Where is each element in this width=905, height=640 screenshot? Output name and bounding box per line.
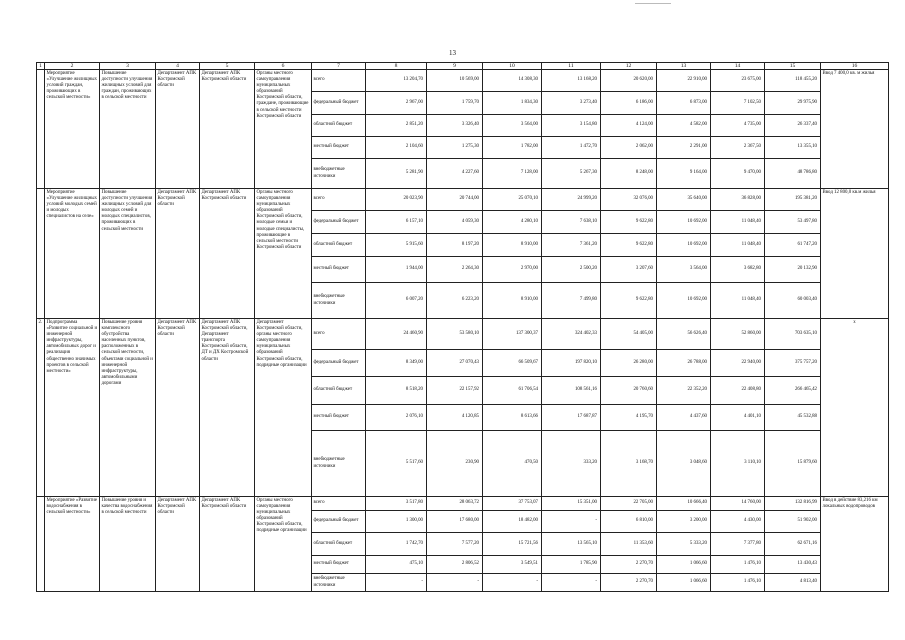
amount-cell: 18 482,00 [483,511,542,533]
column-number: 16 [821,63,889,70]
source-extrabudget: внебюджетные источники [312,431,366,497]
column-number: 7 [312,63,366,70]
amount-cell: 20 744,00 [427,189,483,211]
amount-cell: 56 626,40 [657,319,711,350]
measure-name: Подпрограмма «Развитие социальной и инженерной инфраструктуры, автомобильных дорог и реализация общественно значимых проектов в сельской местности» [45,319,100,497]
participants: Департамент Костромской области, органы местного самоуправления муниципальных образований Костромской области, подрядные организации [255,319,312,497]
amount-cell: 2 367,50 [711,137,765,159]
measure-name: Мероприятие «Улучшение жилищных условий молодых семей и молодых специалистов на селе» [45,189,100,319]
amount-cell: 10 692,00 [657,211,711,234]
source-total: всего [312,189,366,211]
co-executor: Департамент АПК Костромской области [200,189,255,319]
amount-cell: 13 565,10 [542,533,601,556]
co-executor: Департамент АПК Костромской области [200,70,255,189]
participants: Органы местного самоуправления муниципальных образований Костромской области, молодые семьи и молодые специалисты, проживающие в сельской местности Костромской области [255,189,312,319]
amount-cell: 3 207,60 [601,257,657,283]
amount-cell: 14 308,30 [483,70,542,92]
amount-cell: 6 873,00 [657,92,711,115]
amount-cell: 11 048,40 [711,283,765,319]
amount-cell: 132 816,99 [765,497,821,511]
amount-cell: 10 692,00 [657,234,711,257]
amount-cell: 8 197,20 [427,234,483,257]
amount-cell: 2 967,00 [366,92,427,115]
amount-cell: - [542,574,601,592]
amount-cell: 15 351,00 [542,497,601,511]
amount-cell: 7 361,20 [542,234,601,257]
amount-cell: 53 497,80 [765,211,821,234]
amount-cell: 5 281,90 [366,159,427,189]
amount-cell: 11 048,40 [711,234,765,257]
amount-cell: 23 675,00 [711,70,765,92]
measure-name: Мероприятие «Улучшение жилищных условий граждан, проживающих в сельской местности» [45,70,100,189]
amount-cell: 8 248,00 [601,159,657,189]
amount-cell: 4 401,10 [711,405,765,431]
amount-cell: 22 705,00 [601,497,657,511]
amount-cell: 20 620,00 [601,70,657,92]
amount-cell: 3 564,00 [483,115,542,137]
column-number: 14 [711,63,765,70]
source-regional: областной бюджет [312,533,366,556]
source-regional: областной бюджет [312,115,366,137]
amount-cell: 2 270,70 [601,556,657,574]
amount-cell: 22 910,00 [657,70,711,92]
amount-cell: 2 270,70 [601,574,657,592]
column-number: 13 [657,63,711,70]
amount-cell: 3 273,40 [542,92,601,115]
row-number [37,189,45,319]
amount-cell: - [366,574,427,592]
scan-mark [635,3,671,6]
amount-cell: 51 902,00 [765,511,821,533]
amount-cell: - [542,511,601,533]
amount-cell: 6 007,20 [366,283,427,319]
amount-cell: 25 070,10 [483,189,542,211]
amount-cell: 9 622,80 [601,234,657,257]
amount-cell: 470,50 [483,431,542,497]
amount-cell: 118 455,20 [765,70,821,92]
co-executor: Департамент АПК Костромской области [200,497,255,592]
amount-cell: 4 059,30 [427,211,483,234]
amount-cell: 62 671,16 [765,533,821,556]
amount-cell: 9 470,00 [711,159,765,189]
amount-cell: 32 076,00 [601,189,657,211]
amount-cell: 4 430,00 [711,511,765,533]
amount-cell: 3 682,80 [711,257,765,283]
responsible-executor: Департамент АПК Костромской области [156,189,200,319]
amount-cell: 10 666,40 [657,497,711,511]
responsible-executor: Департамент АПК Костромской области [156,497,200,592]
amount-cell: 2 806,52 [427,556,483,574]
expected-result: Ввод 7 400,0 кв. м жилья [821,70,889,189]
table-row [37,189,889,211]
amount-cell: 4 735,00 [711,115,765,137]
amount-cell: 3 154,80 [542,115,601,137]
table-row [37,497,889,511]
amount-cell: 7 128,00 [483,159,542,189]
funding-table [36,62,889,592]
header-row [37,63,889,70]
amount-cell: 53 580,10 [427,319,483,350]
amount-cell: 7 577,20 [427,533,483,556]
amount-cell: 4 120,85 [427,405,483,431]
row-number [37,70,45,189]
amount-cell: 9 164,00 [657,159,711,189]
amount-cell: 475,10 [366,556,427,574]
amount-cell: 27 070,43 [427,350,483,377]
amount-cell: 230,90 [427,431,483,497]
amount-cell: 2 970,00 [483,257,542,283]
amount-cell: 4 124,00 [601,115,657,137]
amount-cell: 8 349,00 [366,350,427,377]
column-number: 12 [601,63,657,70]
amount-cell: 2 500,20 [542,257,601,283]
amount-cell: 7 377,80 [711,533,765,556]
amount-cell: 3 110,10 [711,431,765,497]
amount-cell: 1 476,10 [711,574,765,592]
amount-cell: 60 003,40 [765,283,821,319]
amount-cell: 375 757,20 [765,350,821,377]
amount-cell: 26 788,00 [657,350,711,377]
amount-cell: 1 472,70 [542,137,601,159]
indicator: Повышение уровня комплексного обустройства населенных пунктов, расположенных в сельской местности, объектами социальной и инженерной инфраструктуры, автомобильными дорогами [100,319,156,497]
amount-cell: 48 786,80 [765,159,821,189]
amount-cell: 1 834,30 [483,92,542,115]
source-regional: областной бюджет [312,377,366,405]
amount-cell: 1 944,00 [366,257,427,283]
amount-cell: 22 940,00 [711,350,765,377]
amount-cell: 1 066,60 [657,556,711,574]
column-number: 5 [200,63,255,70]
amount-cell: 13 168,20 [542,70,601,92]
amount-cell: - [483,574,542,592]
amount-cell: 10 569,00 [427,70,483,92]
amount-cell: 8 518,20 [366,377,427,405]
amount-cell: 11 353,60 [601,533,657,556]
source-local: местный бюджет [312,137,366,159]
row-number: 2. [37,319,45,497]
amount-cell: 7 499,80 [542,283,601,319]
amount-cell: 1 066,60 [657,574,711,592]
amount-cell: 4 813,40 [765,574,821,592]
responsible-executor: Департамент АПК Костромской области [156,70,200,189]
amount-cell: 1 476,10 [711,556,765,574]
table-row [37,319,889,350]
amount-cell: 14 760,00 [711,497,765,511]
amount-cell: 6 186,00 [601,92,657,115]
source-extrabudget: внебюджетные источники [312,159,366,189]
amount-cell: 52 860,00 [711,319,765,350]
amount-cell: 9 622,80 [601,283,657,319]
column-number: 3 [100,63,156,70]
amount-cell: 2 291,00 [657,137,711,159]
amount-cell: 26 337,40 [765,115,821,137]
amount-cell: 5 333,20 [657,533,711,556]
column-number: 11 [542,63,601,70]
co-executor: Департамент АПК Костромской области, Департамент транспорта Костромской области, ДТ и ДХ Костромской области [200,319,255,497]
amount-cell: 5 267,30 [542,159,601,189]
amount-cell: 28 063,72 [427,497,483,511]
amount-cell: 29 975,90 [765,92,821,115]
amount-cell: 9 622,80 [601,211,657,234]
amount-cell: 13 355,10 [765,137,821,159]
amount-cell: 197 820,10 [542,350,601,377]
amount-cell: 2 264,30 [427,257,483,283]
amount-cell: 24 460,90 [366,319,427,350]
amount-cell: 8 613,66 [483,405,542,431]
amount-cell: 1 759,70 [427,92,483,115]
source-local: местный бюджет [312,556,366,574]
amount-cell: 2 062,00 [601,137,657,159]
expected-result: Ввод 12 800,0 кв.м жилья [821,189,889,319]
source-extrabudget: внебюджетные источники [312,283,366,319]
amount-cell: 1 782,00 [483,137,542,159]
column-number: 15 [765,63,821,70]
amount-cell: 54 405,00 [601,319,657,350]
amount-cell: 3 517,80 [366,497,427,511]
amount-cell: 61 706,54 [483,377,542,405]
amount-cell: 11 048,40 [711,211,765,234]
amount-cell: 266 465,42 [765,377,821,405]
amount-cell: 2 851,20 [366,115,427,137]
source-federal: федеральный бюджет [312,350,366,377]
source-extrabudget: внебюджетные источники [312,574,366,592]
table-row [37,70,889,92]
amount-cell: 5 915,60 [366,234,427,257]
amount-cell: 2 076,10 [366,405,427,431]
amount-cell: 6 810,00 [601,511,657,533]
amount-cell: 13 430,43 [765,556,821,574]
amount-cell: 4 437,60 [657,405,711,431]
source-total: всего [312,319,366,350]
amount-cell: 17 680,00 [427,511,483,533]
amount-cell: 6 223,20 [427,283,483,319]
amount-cell: 22 352,20 [657,377,711,405]
responsible-executor: Департамент АПК Костромской области [156,319,200,497]
indicator: Повышение уровня и качества водоснабжения в сельской местности [100,497,156,592]
measure-name: Мероприятие «Развитие водоснабжения в сельской местности» [45,497,100,592]
amount-cell: 7 638,10 [542,211,601,234]
amount-cell: 24 999,20 [542,189,601,211]
column-number: 4 [156,63,200,70]
amount-cell: 45 532,88 [765,405,821,431]
column-number: 10 [483,63,542,70]
amount-cell: 20 760,60 [601,377,657,405]
indicator: Повышение доступности улучшения жилищных условий для граждан, проживающих в сельской местности [100,70,156,189]
amount-cell: 22 408,80 [711,377,765,405]
amount-cell: 20 132,90 [765,257,821,283]
source-regional: областной бюджет [312,234,366,257]
amount-cell: 20 023,90 [366,189,427,211]
amount-cell: 7 102,50 [711,92,765,115]
source-federal: федеральный бюджет [312,211,366,234]
amount-cell: 17 687,87 [542,405,601,431]
amount-cell: 3 564,00 [657,257,711,283]
column-number: 2 [45,63,100,70]
amount-cell: 15 721,56 [483,533,542,556]
amount-cell: - [427,574,483,592]
amount-cell: 333,20 [542,431,601,497]
amount-cell: 3 048,60 [657,431,711,497]
amount-cell: 703 635,10 [765,319,821,350]
amount-cell: 3 549,51 [483,556,542,574]
amount-cell: 61 747,20 [765,234,821,257]
amount-cell: 5 517,60 [366,431,427,497]
source-federal: федеральный бюджет [312,511,366,533]
column-number: 1 [37,63,45,70]
row-number [37,497,45,592]
amount-cell: 3 168,70 [601,431,657,497]
amount-cell: 3 200,00 [657,511,711,533]
column-number: 9 [427,63,483,70]
amount-cell: 1 742,70 [366,533,427,556]
amount-cell: 137 300,37 [483,319,542,350]
participants: Органы местного самоуправления муниципальных образований Костромской области, граждане, проживающие в сельской местности Костромской области [255,70,312,189]
column-number: 8 [366,63,427,70]
amount-cell: 8 910,00 [483,283,542,319]
amount-cell: 6 157,10 [366,211,427,234]
expected-result: Ввод в действие 83,216 км локальных водопроводов [821,497,889,592]
amount-cell: 4 280,10 [483,211,542,234]
source-local: местный бюджет [312,257,366,283]
source-total: всего [312,497,366,511]
amount-cell: 13 204,70 [366,70,427,92]
amount-cell: 4 227,60 [427,159,483,189]
amount-cell: 1 275,30 [427,137,483,159]
amount-cell: 3 326,40 [427,115,483,137]
amount-cell: 195 381,20 [765,189,821,211]
source-total: всего [312,70,366,92]
participants: Органы местного самоуправления муниципальных образований Костромской области, подрядные организации [255,497,312,592]
page-number: 13 [449,49,456,57]
amount-cell: 37 753,07 [483,497,542,511]
amount-cell: 108 561,16 [542,377,601,405]
amount-cell: 36 828,00 [711,189,765,211]
amount-cell: 2 104,60 [366,137,427,159]
amount-cell: 8 910,00 [483,234,542,257]
amount-cell: 4 582,00 [657,115,711,137]
amount-cell: 66 509,67 [483,350,542,377]
amount-cell: 1 300,00 [366,511,427,533]
amount-cell: 35 640,00 [657,189,711,211]
amount-cell: 324 402,33 [542,319,601,350]
indicator: Повышение доступности улучшения жилищных условий для молодых семей и молодых специалистов, проживающих в сельской местности [100,189,156,319]
amount-cell: 15 879,60 [765,431,821,497]
amount-cell: 10 692,00 [657,283,711,319]
amount-cell: 1 785,90 [542,556,601,574]
source-local: местный бюджет [312,405,366,431]
amount-cell: 26 280,00 [601,350,657,377]
amount-cell: 22 157,92 [427,377,483,405]
expected-result: х [821,319,889,497]
amount-cell: 4 195,70 [601,405,657,431]
column-number: 6 [255,63,312,70]
source-federal: федеральный бюджет [312,92,366,115]
